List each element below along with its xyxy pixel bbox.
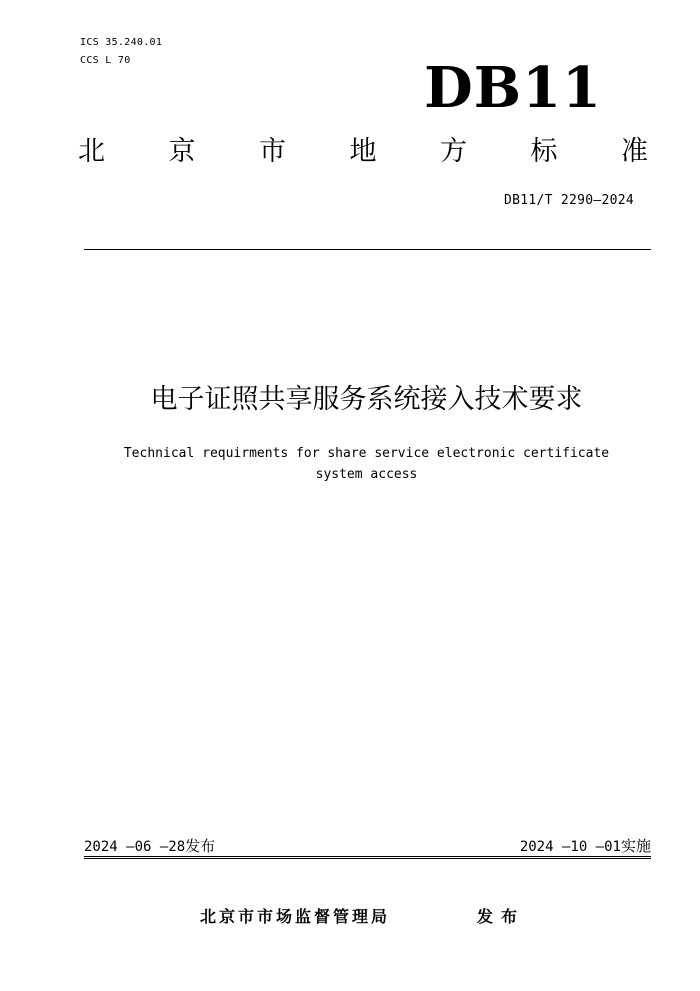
- standard-logo: DB11: [424, 55, 602, 121]
- title-en-line-2: system access: [315, 467, 418, 482]
- standard-number: DB11/T 2290—2024: [503, 193, 634, 208]
- publish-date: [84, 836, 215, 857]
- ccs-code: CCS L 70: [80, 55, 131, 66]
- standard-type-heading: [78, 134, 648, 170]
- implement-label: 实施: [620, 837, 651, 855]
- footer-divider: [84, 856, 651, 857]
- issuing-authority: 北京市市场监督管理局: [200, 907, 391, 926]
- title-en-line-1: Technical requirments for share service electronic certificate: [123, 446, 610, 461]
- header-divider: [84, 249, 651, 250]
- standard-type-char: 京: [168, 136, 196, 167]
- standard-type-char: 北: [78, 136, 105, 167]
- issue-label: 发布: [477, 907, 526, 926]
- standard-type-char: 方: [440, 136, 467, 167]
- standard-type-char: 市: [259, 136, 286, 167]
- footer-divider: [84, 858, 651, 859]
- standard-type-char: 地: [349, 136, 377, 167]
- document-title-en: [0, 443, 700, 485]
- implement-date: [520, 836, 651, 857]
- implement-date-value: 2024 —10 —01: [519, 839, 621, 855]
- standard-type-char: 准: [621, 136, 648, 167]
- ics-code: ICS 35.240.01: [80, 37, 163, 48]
- standard-type-char: 标: [530, 136, 558, 167]
- document-title-zh: 电子证照共享服务系统接入技术要求: [150, 384, 583, 415]
- publish-label: 发布: [185, 837, 216, 855]
- publish-date-value: 2024 —06 —28: [84, 839, 186, 855]
